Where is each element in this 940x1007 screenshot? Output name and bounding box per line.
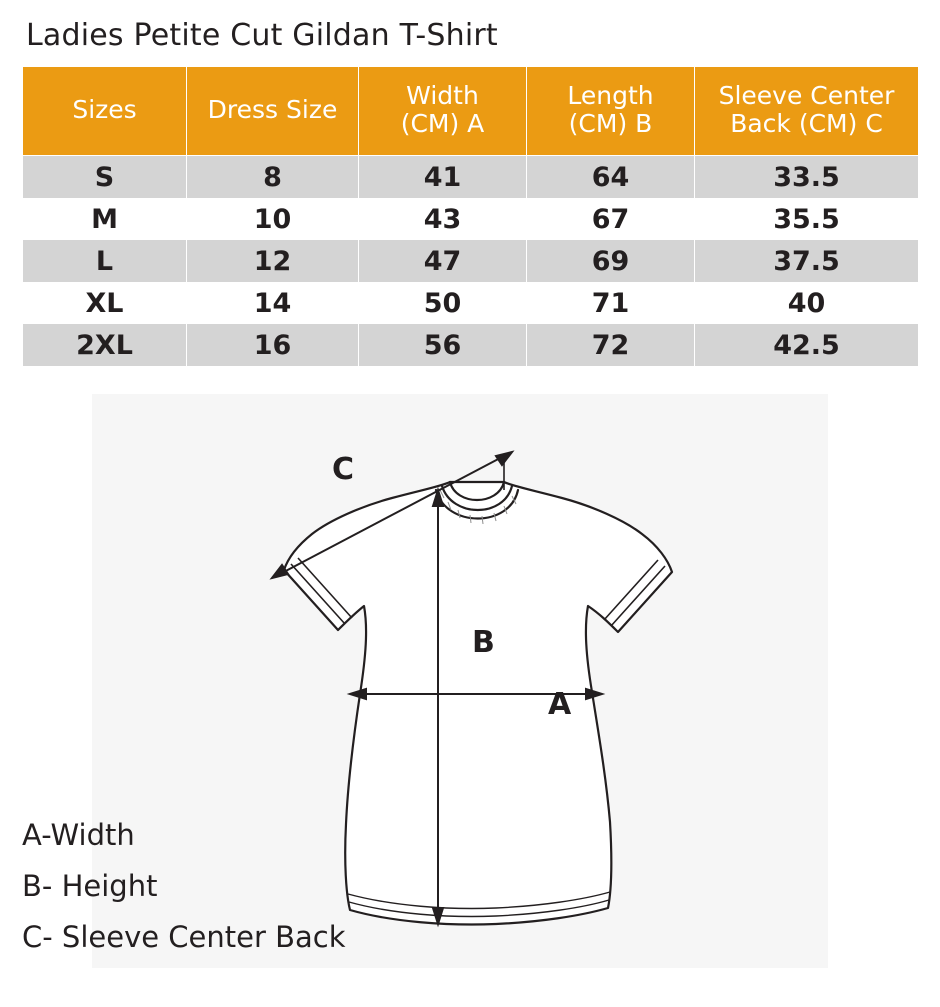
table-row <box>23 198 919 240</box>
cell-width: 56 <box>359 324 527 366</box>
table-row <box>23 156 919 199</box>
column-header-length <box>527 67 695 156</box>
cell-size: 2XL <box>23 324 187 366</box>
column-header-width-line2: (CM) A <box>400 109 485 138</box>
label-c: C <box>332 452 355 487</box>
cell-length: 69 <box>527 240 695 282</box>
column-header-width-line1: Width <box>406 81 479 110</box>
column-header-dress-size-line1: Dress Size <box>207 95 338 124</box>
cell-size: XL <box>23 282 187 324</box>
column-header-sleeve-center-back <box>695 67 919 156</box>
table-header <box>23 67 919 156</box>
column-header-length-line2: (CM) B <box>568 109 653 138</box>
cell-sleeve: 40 <box>695 282 919 324</box>
cell-width: 50 <box>359 282 527 324</box>
size-chart-table <box>22 66 919 366</box>
column-header-dress-size <box>187 67 359 156</box>
cell-sleeve: 33.5 <box>695 156 919 199</box>
cell-width: 47 <box>359 240 527 282</box>
cell-dress-size: 14 <box>187 282 359 324</box>
cell-dress-size: 12 <box>187 240 359 282</box>
table-row <box>23 324 919 366</box>
cell-length: 72 <box>527 324 695 366</box>
cell-length: 71 <box>527 282 695 324</box>
label-b: B <box>472 625 495 660</box>
legend-item-b: B- Height <box>22 869 158 903</box>
column-header-width <box>359 67 527 156</box>
column-header-sleeve-line2: Back (CM) C <box>730 109 883 138</box>
table-body <box>23 156 919 367</box>
column-header-length-line1: Length <box>567 81 654 110</box>
page-title: Ladies Petite Cut Gildan T-Shirt <box>26 18 498 53</box>
legend-item-a: A-Width <box>22 818 135 852</box>
table-row <box>23 282 919 324</box>
column-header-sizes <box>23 67 187 156</box>
cell-size: M <box>23 198 187 240</box>
cell-dress-size: 8 <box>187 156 359 199</box>
cell-sleeve: 35.5 <box>695 198 919 240</box>
cell-width: 43 <box>359 198 527 240</box>
cell-dress-size: 16 <box>187 324 359 366</box>
cell-size: S <box>23 156 187 199</box>
column-header-sizes-line1: Sizes <box>72 95 137 124</box>
label-a: A <box>548 687 572 722</box>
cell-sleeve: 42.5 <box>695 324 919 366</box>
cell-dress-size: 10 <box>187 198 359 240</box>
cell-size: L <box>23 240 187 282</box>
table-row <box>23 240 919 282</box>
table-header-row <box>23 67 919 156</box>
cell-sleeve: 37.5 <box>695 240 919 282</box>
legend-item-c: C- Sleeve Center Back <box>22 920 346 954</box>
cell-length: 67 <box>527 198 695 240</box>
cell-length: 64 <box>527 156 695 199</box>
column-header-sleeve-line1: Sleeve Center <box>718 81 895 110</box>
cell-width: 41 <box>359 156 527 199</box>
diagram-legend <box>22 810 346 963</box>
